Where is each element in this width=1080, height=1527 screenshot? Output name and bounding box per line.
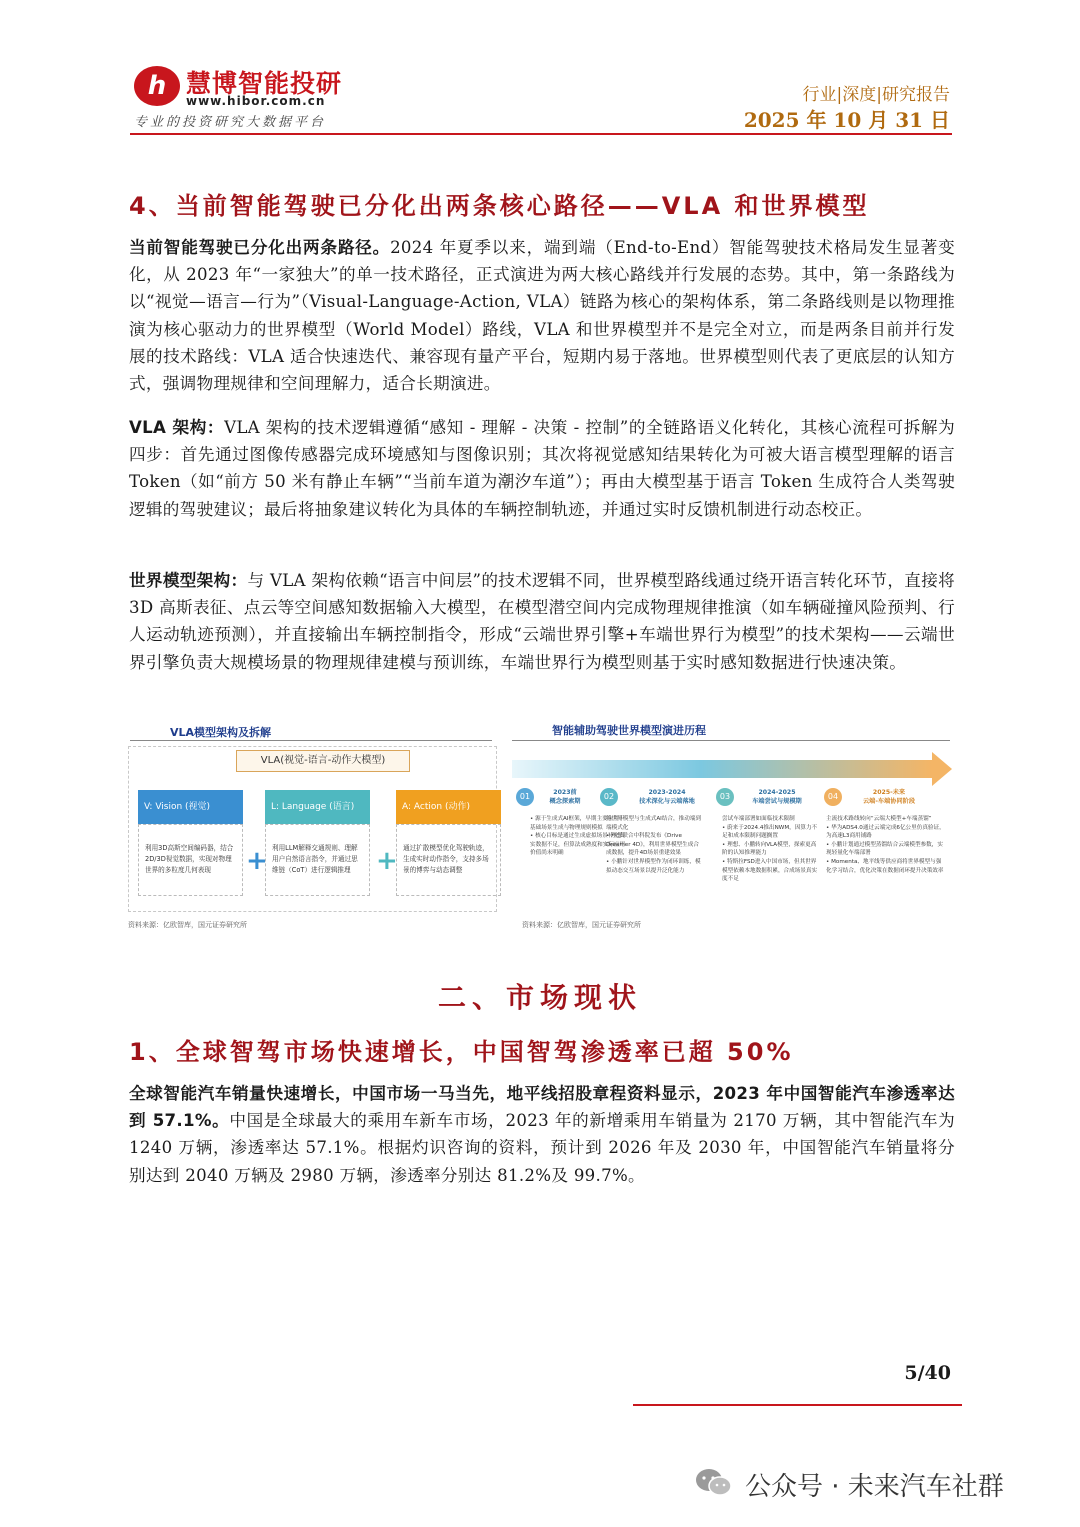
paragraph-4-lead: 全球智能汽车销量快速增长，中国市场一马当先，地平线招股章程资料显示，2023 年中国智能汽车渗透率达到 57.1%。 (129, 1084, 955, 1131)
vla-col-action-text: 通过扩散模型优化驾驶轨迹，生成实时动作指令，支持多场景的博弈与动态调整 (396, 824, 501, 896)
stage-4-number: 04 (824, 788, 842, 806)
paragraph-3-body: 与 VLA 架构依赖“语言中间层”的技术逻辑不同，世界模型路线通过绕开语言转化环节，直接将 3D 高斯表征、点云等空间感知数据输入大模型，在模型潜空间内完成物理规律推演（如车辆碰撞风险预判、行人运动轨迹预测），并直接输出车辆控制指令，形成“云端世界引擎+车端世界行为模型”的技术架构——云端世界引擎负责大规模场景的物理规律建模与预训练，车端世界行为模型则基于实时感知数据进行快速决策。 (129, 571, 956, 672)
report-type: 行业|深度|研究报告 (802, 85, 950, 105)
stage-1-name: 概念探索期 (549, 798, 581, 805)
stage-1-number: 01 (516, 788, 534, 806)
stage-3-text: 尝试车端部署如面临技术限制 • 蔚来于2024.4推出NWM，因算力不足和成本限制问题搁置 • 理想、小鹏转向VLA模型，探索更高阶的认知推理能力 • 特斯拉FSD进入中国市场，但其世界模型依赖本地数据积累，合成场景真实度不足 (722, 816, 818, 883)
section-heading: 4、当前智能驾驶已分化出两条核心路径——VLA 和世界模型 (129, 192, 870, 220)
header-rule (130, 133, 952, 135)
stage-1-label (520, 788, 610, 806)
paragraph-2-lead: VLA 架构： (129, 418, 225, 437)
vla-col-action-label: A: Action (动作) (396, 790, 501, 824)
vla-col-language-text: 利用LLM解释交通规则、理解用户自然语言指令，并通过思维链（CoT）进行逻辑推理 (265, 824, 370, 896)
paragraph-1-body: 2024 年夏季以来，端到端（End-to-End）智能驾驶技术格局发生显著变化，从 2023 年“一家独大”的单一技术路径，正式演进为两大核心路线并行发展的态势。其中，第一条路线为以“视觉—语言—行为”（Visual-Language-Action, VLA）链路为核心的架构体系，第二条路线则是以物理推演为核心驱动力的世界模型（World Model）路线，VLA 和世界模型并不是完全对立，而是两条目前并行发展的技术路线：VLA 适合快速迭代、兼容现有量产平台，短期内易于落地。世界模型则代表了更底层的认知方式，强调物理规律和空间理解力，适合长期演进。 (129, 238, 956, 394)
stage-2-text: 将世界模型与生成式AI结合，推动端到端模式化 • 理想联合中科院发布《Drive Dreamer 4D》，利用世界模型生成合成数据，提升4D场景重建效果 • 小鹏针对世界模型作为闭环训练，模拟动态交互场景以提升泛化能力 (606, 816, 701, 874)
vla-col-vision-text: 利用3D高斯空间编码器，结合2D/3D视觉数据，实现对物理世界的多粒度几何表现 (138, 824, 243, 896)
wechat-watermark: 公众号 · 未来汽车社群 (745, 1472, 1004, 1502)
paragraph-2 (129, 414, 955, 523)
stage-2-name: 技术深化与云端落地 (639, 798, 695, 805)
paragraph-4 (129, 1080, 955, 1189)
stage-2-label (622, 788, 712, 806)
stage-3-label (732, 788, 822, 806)
figure-right-source: 资料来源：亿欧智库，国元证券研究所 (522, 921, 641, 929)
vla-diagram-head: VLA(视觉-语言-动作大模型) (236, 750, 410, 772)
stage-3-number: 03 (716, 788, 734, 806)
page-number: 5/40 (904, 1362, 951, 1384)
stage-4-name: 云端-车端协同阶段 (862, 798, 916, 805)
figure-left-title: VLA模型架构及拆解 (170, 726, 272, 739)
figure-left-source: 资料来源：亿欧智库，国元证券研究所 (128, 921, 247, 929)
sub-heading: 1、全球智驾市场快速增长，中国智驾渗透率已超 50% (129, 1038, 794, 1066)
stage-1-text: • 源于生成式AI框架，早期主要应用于基础场景生成与物理规则模拟 • 核心目标是通过生成虚拟场景补充真实数据不足，但算法成熟度和实际应用价值尚未明确 (530, 816, 626, 857)
stage-3-period: 2024-2025 (758, 789, 796, 796)
stage-4-label (844, 788, 934, 806)
timeline-arrow (512, 760, 932, 778)
stage-2-period: 2023-2024 (648, 789, 686, 796)
stage-4-text: 主流技术路线转向“云端大模型+车端蒸馏” • 华为ADS4.0通过云端完成6亿公里仿真验证，为高速L3商用铺路 • 小鹏计划通过模型蒸馏结合云端模型参数，实现轻量化车端部署 • Momenta、地平线等供应商将世界模型与强化学习结合，优化决策在数据闭环提升决策效率 (826, 816, 945, 874)
stage-3-name: 车端尝试与规模期 (752, 798, 802, 805)
logo-mark: h (134, 66, 180, 106)
paragraph-3-lead: 世界模型架构： (129, 571, 248, 590)
paragraph-1 (129, 234, 955, 397)
report-date: 2025 年 10 月 31 日 (743, 108, 950, 132)
stage-2-number: 02 (600, 788, 618, 806)
chapter-heading: 二、市场现状 (437, 981, 642, 1014)
figure-right-rule (512, 740, 950, 741)
paragraph-4-body: 中国是全球最大的乘用车新车市场，2023 年的新增乘用车销量为 2170 万辆，其中智能汽车为 1240 万辆，渗透率达 57.1%。根据灼识咨询的资料，预计到 2026 年及 2030 年，中国智能汽车销量将分别达到 2040 万辆及 2980 万辆，渗透率分别达 81.2%及 99.7%。 (129, 1111, 955, 1185)
logo-name: 慧博智能投研 (186, 69, 343, 98)
vla-col-vision-label: V: Vision (视觉) (138, 790, 243, 824)
logo-url: www.hibor.com.cn (186, 94, 326, 108)
paragraph-1-lead: 当前智能驾驶已分化出两条路径。 (129, 238, 391, 257)
vla-col-language-label: L: Language (语言) (265, 790, 370, 824)
timeline-arrow-tip (932, 752, 952, 786)
footer-rule (633, 1404, 962, 1406)
plus-icon: + (246, 846, 268, 876)
stage-4-period: 2025-未来 (872, 789, 906, 796)
wechat-icon (694, 1467, 734, 1497)
paragraph-3 (129, 567, 955, 676)
figure-left-rule (130, 740, 492, 741)
plus-icon: + (376, 846, 398, 876)
figure-right-title: 智能辅助驾驶世界模型演进历程 (552, 724, 706, 737)
logo-slogan: 专业的投资研究大数据平台 (134, 115, 327, 130)
stage-1-period: 2023前 (553, 789, 577, 796)
paragraph-2-body: VLA 架构的技术逻辑遵循“感知 - 理解 - 决策 - 控制”的全链路语义化转化，其核心流程可拆解为四步：首先通过图像传感器完成环境感知与图像识别；其次将视觉感知结果转化为可被大语言模型理解的语言 Token（如“前方 50 米有静止车辆”“当前车道为潮汐车道”）；再由大模型基于语言 Token 生成符合人类驾驶逻辑的驾驶建议；最后将抽象建议转化为具体的车辆控制轨迹，并通过实时反馈机制进行动态校正。 (129, 418, 955, 519)
